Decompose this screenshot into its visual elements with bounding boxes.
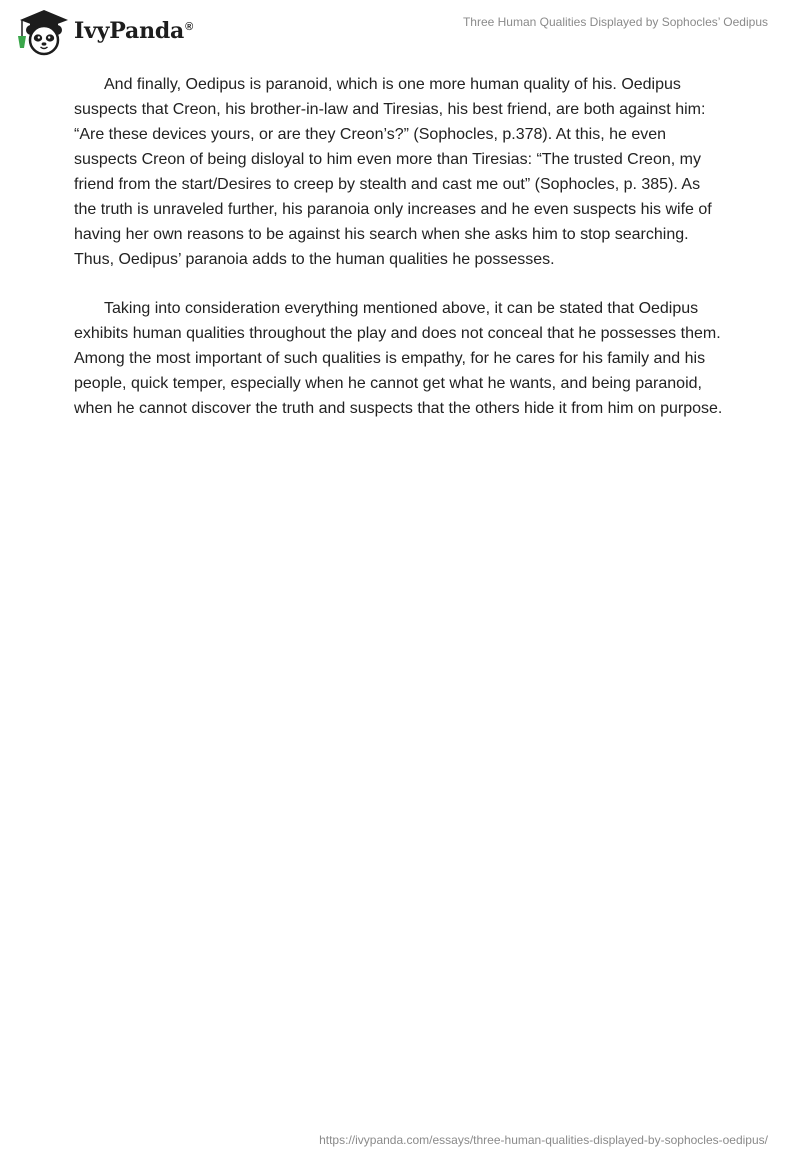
panda-graduate-icon: [14, 8, 70, 56]
paragraph: And finally, Oedipus is paranoid, which is one more human quality of his. Oedipus suspects that Creon, his brother-in-law and Tiresias, his best friend, are both against him: “Are these devices yours, or are they Creon’s?” (Sophocles, p.378). At this, he even suspects Creon of being disloyal to him even more than Tiresias: “The trusted Creon, my friend from the start/Desires to creep by stealth and cast me out” (Sophocles, p. 385). As the truth is unraveled further, his paranoia only increases and he even suspects his wife of having her own reasons to be against his search when she asks him to stop searching. Thus, Oedipus’ paranoia adds to the human qualities he possesses.: [74, 76, 712, 268]
brand-name: IvyPanda®: [74, 18, 194, 44]
registered-mark: ®: [185, 20, 194, 33]
paragraph: Taking into consideration everything mentioned above, it can be stated that Oedipus exhibits human qualities throughout the play and does not conceal that he possesses them. Among the most important of such qualities is empathy, for he cares for his family and his people, quick temper, especially when he cannot get what he wants, and being paranoid, when he cannot discover the truth and suspects that the others hide it from him on purpose.: [74, 300, 723, 417]
source-url-link[interactable]: https://ivypanda.com/essays/three-human-qualities-displayed-by-sophocles-oedipus/: [319, 1133, 768, 1147]
essay-body: [74, 72, 726, 445]
page-header: [0, 0, 800, 60]
document-title: Three Human Qualities Displayed by Sophocles’ Oedipus: [462, 15, 768, 29]
ivypanda-logo[interactable]: [14, 8, 193, 56]
